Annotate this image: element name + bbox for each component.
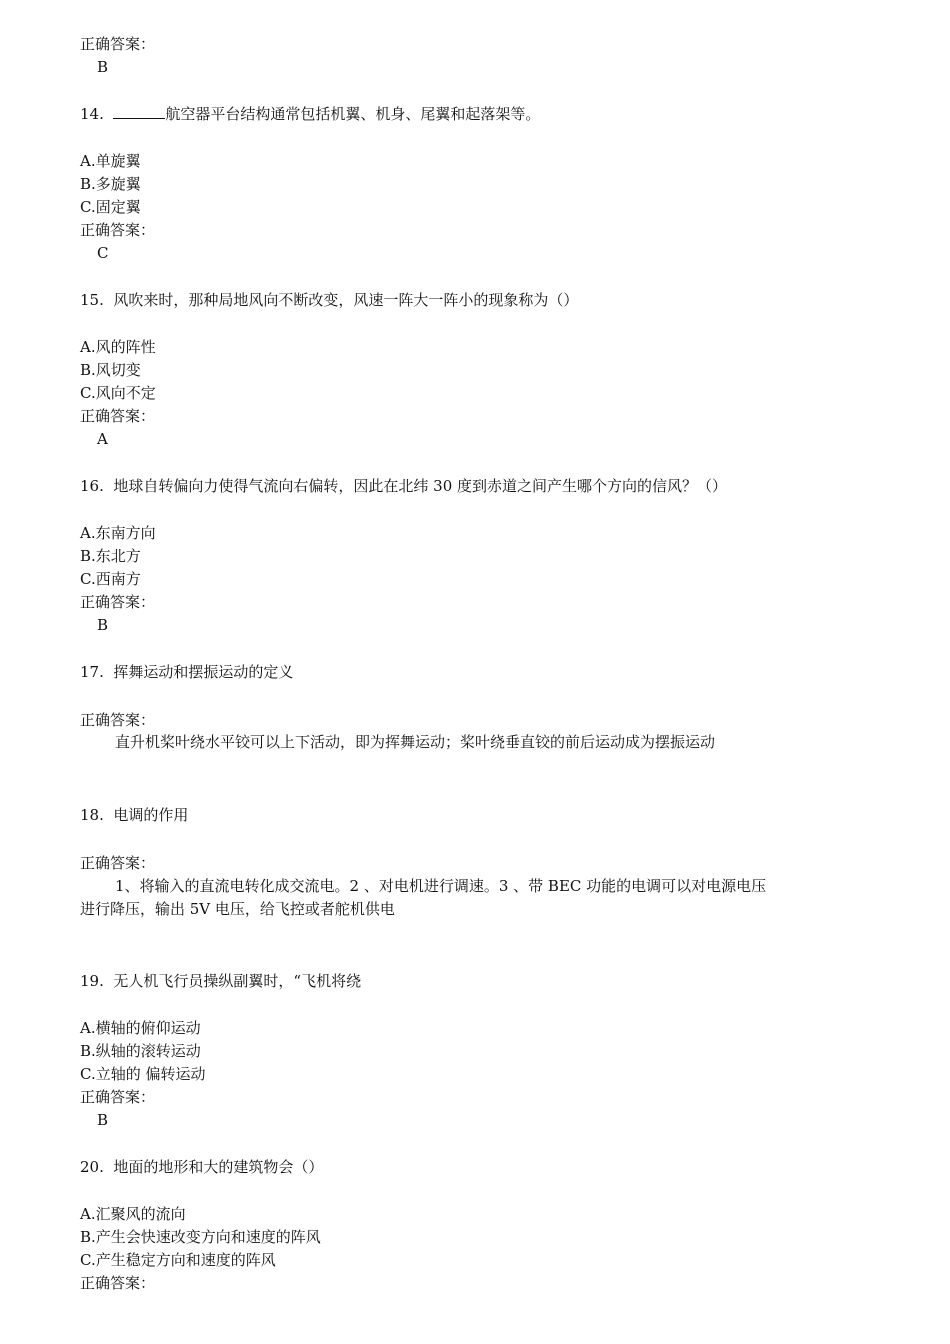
question-text: 无人机飞行员操纵副翼时，“飞机将绕 — [113, 972, 362, 990]
question-text: 风吹来时，那种局地风向不断改变，风速一阵大一阵小的现象称为（） — [113, 291, 579, 309]
option-c: C.风向不定 — [80, 384, 156, 402]
question-text: 挥舞运动和摆振运动的定义 — [113, 663, 294, 681]
question-number: 20. — [80, 1158, 104, 1176]
answer-label: 正确答案： — [80, 593, 156, 611]
question-15 — [80, 290, 578, 310]
question-text: 地面的地形和大的建筑物会（） — [113, 1158, 324, 1176]
answer-label: 正确答案： — [80, 1274, 156, 1292]
option-c: C.固定翼 — [80, 198, 141, 216]
answer-label: 正确答案： — [80, 1088, 156, 1106]
option-a: A.东南方向 — [80, 524, 156, 542]
answer-label: 正确答案： — [80, 221, 156, 239]
answer-label: 正确答案： — [80, 854, 156, 872]
question-number: 14. — [80, 105, 104, 123]
answer-text-line1: 1、将输入的直流电转化成交流电。2 、对电机进行调速。3 、带 BEC 功能的电调可以对电源电压 — [115, 877, 767, 895]
option-b: B.多旋翼 — [80, 175, 141, 193]
option-c: C.产生稳定方向和速度的阵风 — [80, 1251, 276, 1269]
option-a: A.横轴的俯仰运动 — [80, 1019, 201, 1037]
option-b: B.产生会快速改变方向和速度的阵风 — [80, 1228, 321, 1246]
answer-value: C — [97, 244, 109, 262]
answer-text: 直升机桨叶绕水平铰可以上下活动，即为挥舞运动；桨叶绕垂直铰的前后运动成为摆振运动 — [115, 733, 716, 751]
question-20 — [80, 1157, 323, 1177]
option-a: A.汇聚风的流向 — [80, 1205, 186, 1223]
question-17 — [80, 662, 293, 682]
question-14 — [80, 104, 540, 124]
option-b: B.纵轴的滚转运动 — [80, 1042, 201, 1060]
question-text: 地球自转偏向力使得气流向右偏转，因此在北纬 30 度到赤道之间产生哪个方向的信风？（） — [113, 477, 728, 495]
question-18 — [80, 805, 188, 825]
question-text: 电调的作用 — [113, 806, 189, 824]
answer-value: B — [97, 616, 109, 634]
option-c: C.西南方 — [80, 570, 141, 588]
question-number: 16. — [80, 477, 104, 495]
answer-label: 正确答案： — [80, 407, 156, 425]
option-b: B.风切变 — [80, 361, 141, 379]
answer-value: A — [97, 430, 108, 448]
question-number: 17. — [80, 663, 104, 681]
answer-value: B — [97, 58, 109, 76]
question-19 — [80, 971, 361, 991]
answer-label: 正确答案： — [80, 35, 156, 53]
question-text: 航空器平台结构通常包括机翼、机身、尾翼和起落架等。 — [165, 105, 541, 123]
fill-blank — [113, 104, 165, 119]
option-a: A.风的阵性 — [80, 338, 156, 356]
question-number: 19. — [80, 972, 104, 990]
question-number: 15. — [80, 291, 104, 309]
answer-text-line2: 进行降压，输出 5V 电压，给飞控或者舵机供电 — [80, 900, 395, 918]
question-16 — [80, 476, 727, 496]
option-b: B.东北方 — [80, 547, 141, 565]
answer-value: B — [97, 1111, 109, 1129]
answer-label: 正确答案： — [80, 711, 156, 729]
option-a: A.单旋翼 — [80, 152, 141, 170]
question-number: 18. — [80, 806, 104, 824]
option-c: C.立轴的 偏转运动 — [80, 1065, 206, 1083]
